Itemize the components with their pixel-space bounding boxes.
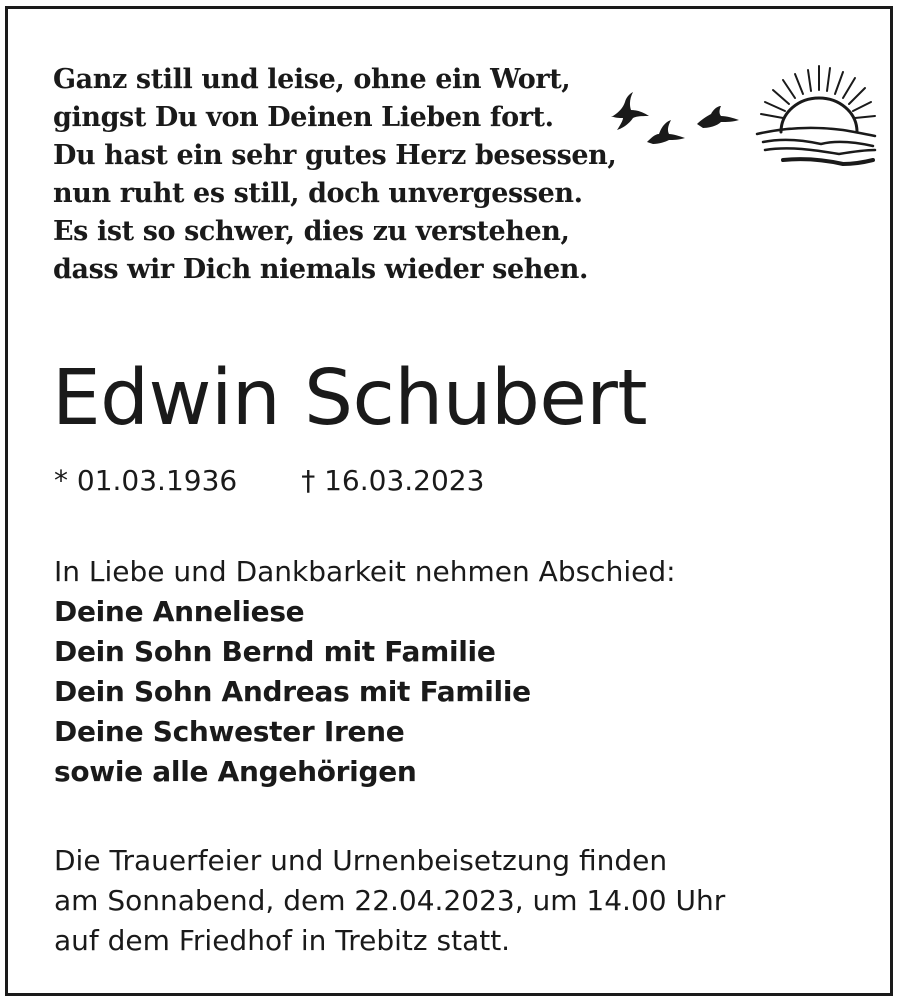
deceased-name: Edwin Schubert xyxy=(52,354,648,443)
poem-line: gingst Du von Deinen Lieben fort. xyxy=(53,102,554,133)
poem-line: nun ruht es still, doch unvergessen. xyxy=(53,178,583,209)
service-line: auf dem Friedhof in Trebitz statt. xyxy=(54,924,511,957)
mourners-block xyxy=(54,552,676,792)
poem-line: Ganz still und leise, ohne ein Wort, xyxy=(53,64,571,95)
poem-line: Es ist so schwer, dies zu verstehen, xyxy=(53,216,570,247)
funeral-service-info xyxy=(54,841,725,961)
memorial-poem xyxy=(53,61,616,289)
service-line: am Sonnabend, dem 22.04.2023, um 14.00 Uhr xyxy=(54,884,726,917)
obituary-frame xyxy=(5,6,893,996)
mourner-name: Deine Schwester Irene xyxy=(54,715,405,748)
hills xyxy=(757,128,875,164)
life-dates xyxy=(54,461,484,501)
mourner-name: sowie alle Angehörigen xyxy=(54,755,417,788)
mourner-name: Dein Sohn Bernd mit Familie xyxy=(54,635,496,668)
flying-bird-icon xyxy=(647,120,685,144)
mourner-name: Dein Sohn Andreas mit Familie xyxy=(54,675,531,708)
poem-line: Du hast ein sehr gutes Herz besessen, xyxy=(53,140,617,171)
service-line: Die Trauerfeier und Urnenbeisetzung finden xyxy=(54,844,668,877)
poem-line: dass wir Dich niemals wieder sehen. xyxy=(53,254,589,285)
sun-rays xyxy=(761,66,875,118)
mourner-name: Deine Anneliese xyxy=(54,595,305,628)
birth-date: * 01.03.1936 xyxy=(54,464,238,497)
mourners-intro: In Liebe und Dankbarkeit nehmen Abschied: xyxy=(54,555,676,588)
sunset-birds-icon xyxy=(593,54,878,169)
flying-bird-icon xyxy=(611,92,649,130)
death-date: † 16.03.2023 xyxy=(301,464,485,497)
flying-bird-icon xyxy=(697,106,739,128)
